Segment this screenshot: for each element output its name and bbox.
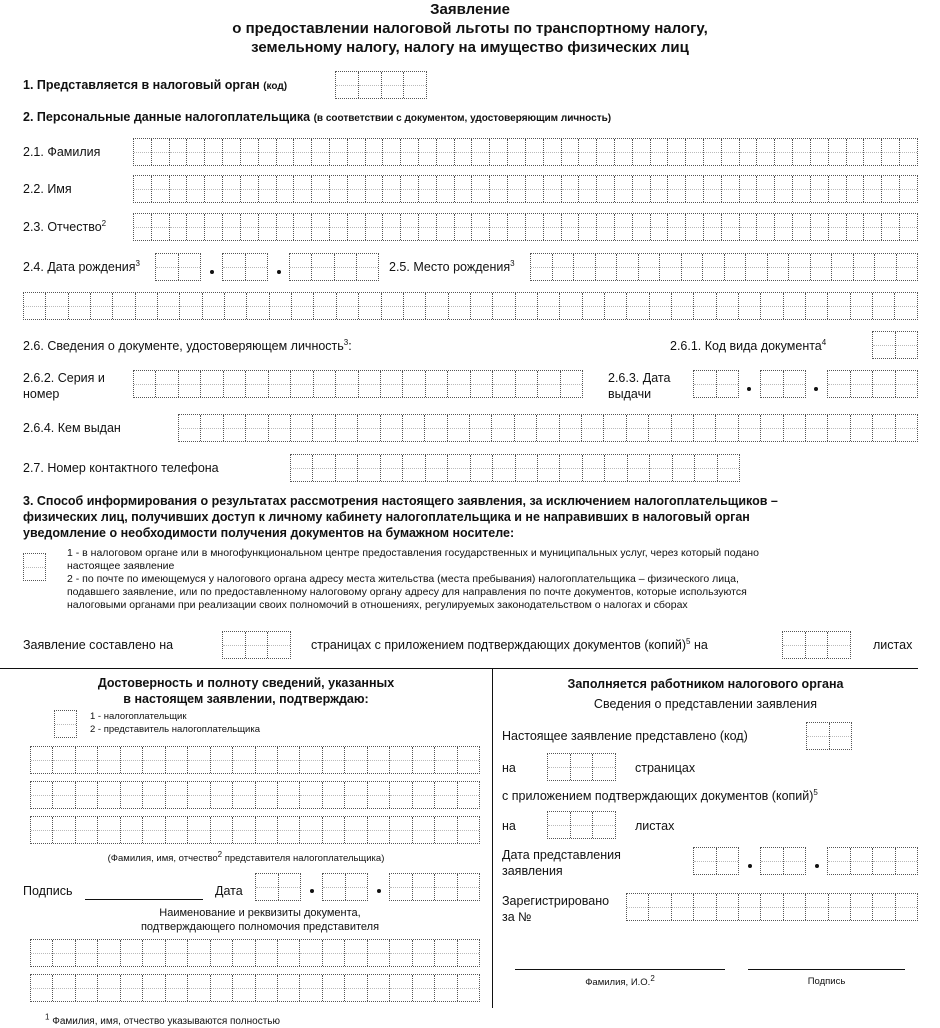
series-number-field[interactable] bbox=[133, 370, 583, 398]
surname-field[interactable] bbox=[133, 138, 918, 166]
confirm-day-field[interactable] bbox=[255, 873, 301, 901]
phone-field[interactable] bbox=[290, 454, 740, 482]
sheets-count-field[interactable] bbox=[782, 631, 851, 659]
officer-sheets-label: листах bbox=[635, 819, 675, 833]
pages-label: Заявление составлено на bbox=[23, 638, 174, 652]
date-label: Дата bbox=[215, 884, 243, 898]
patronymic-label: 2.3. Отчество$^2$ bbox=[23, 218, 107, 234]
issue-month-field[interactable] bbox=[760, 370, 806, 398]
submission-date-label-line2: заявления bbox=[502, 864, 563, 878]
date-separator-dot bbox=[277, 270, 281, 274]
sheets-label: листах bbox=[873, 638, 913, 652]
footnote-1: $^1$ Фамилия, имя, отчество указываются полностью bbox=[45, 1012, 280, 1027]
authority-doc-line1[interactable] bbox=[30, 939, 480, 967]
date-separator-dot bbox=[210, 270, 214, 274]
registered-label: Зарегистрировано bbox=[502, 894, 610, 908]
date-separator-dot bbox=[748, 864, 752, 868]
patronymic-field[interactable] bbox=[133, 213, 918, 241]
confirm-month-field[interactable] bbox=[322, 873, 368, 901]
signature-label: Подпись bbox=[23, 884, 73, 898]
confirm-year-field[interactable] bbox=[389, 873, 480, 901]
birth-place-label: 2.5. Место рождения$^3$ bbox=[389, 258, 515, 274]
officer-sheets-field[interactable] bbox=[547, 811, 616, 839]
officer-signature-caption: Подпись bbox=[807, 976, 846, 987]
on-label-2: на bbox=[502, 819, 516, 833]
date-separator-dot bbox=[814, 387, 818, 391]
issue-date-label-line2: выдачи bbox=[608, 387, 652, 401]
issued-by-label: 2.6.4. Кем выдан bbox=[23, 421, 121, 435]
birth-date-label: 2.4. Дата рождения$^3$ bbox=[23, 258, 140, 274]
date-separator-dot bbox=[747, 387, 751, 391]
confirm-title: Достоверность и полноту сведений, указанных bbox=[97, 676, 395, 690]
officer-fio-caption: Фамилия, И.О.$^2$ bbox=[585, 973, 655, 988]
issue-year-field[interactable] bbox=[827, 370, 918, 398]
submitted-label: Настоящее заявление представлено (код) bbox=[502, 729, 748, 743]
submission-info-subtitle: Сведения о представлении заявления bbox=[593, 697, 818, 711]
notification-method-field[interactable] bbox=[23, 553, 46, 581]
tax-officer-title: Заполняется работником налогового органа bbox=[567, 677, 844, 691]
registration-number-field[interactable] bbox=[626, 893, 918, 921]
series-label-line2: номер bbox=[23, 387, 60, 401]
birth-year-field[interactable] bbox=[289, 253, 379, 281]
signature-line[interactable] bbox=[85, 899, 203, 900]
doc-caption: Наименование и реквизиты документа, подтверждающего полномочия представителя bbox=[140, 907, 380, 933]
section-divider bbox=[0, 668, 918, 669]
fio-caption: (Фамилия, имя, отчество$^2$ представителя налогоплательщика) bbox=[107, 849, 385, 864]
form-title: Заявление bbox=[430, 1, 510, 18]
doc-code-label: 2.6.1. Код вида документа$^4$ bbox=[670, 337, 827, 353]
officer-pages-label: страницах bbox=[635, 761, 696, 775]
confirmer-type-field[interactable] bbox=[54, 710, 77, 738]
attach-label: с приложением подтверждающих документов (копий)$^5$ bbox=[502, 787, 818, 803]
series-label: 2.6.2. Серия и bbox=[23, 371, 105, 385]
submission-year-field[interactable] bbox=[827, 847, 918, 875]
date-separator-dot bbox=[310, 889, 314, 893]
on-label: на bbox=[502, 761, 516, 775]
birth-day-field[interactable] bbox=[155, 253, 201, 281]
officer-fio-line[interactable] bbox=[515, 969, 725, 970]
doc-info-label: 2.6. Сведения о документе, удостоверяющем личность$^3$: bbox=[23, 337, 352, 353]
section-3-label-line3: уведомление о необходимости получения документов на бумажном носителе: bbox=[23, 526, 515, 540]
section-1-label: 1. Представляется в налоговый орган (код) bbox=[23, 78, 288, 92]
confirmer-option-1: 1 - налогоплательщик bbox=[90, 711, 187, 722]
confirm-title-line2: в настоящем заявлении, подтверждаю: bbox=[123, 692, 369, 706]
submission-month-field[interactable] bbox=[760, 847, 806, 875]
issued-by-field[interactable] bbox=[178, 414, 918, 442]
date-separator-dot bbox=[815, 864, 819, 868]
column-divider bbox=[492, 668, 493, 1008]
representative-fio-line2[interactable] bbox=[30, 781, 480, 809]
surname-label: 2.1. Фамилия bbox=[23, 145, 101, 159]
section-3-label: 3. Способ информирования о результатах рассмотрения настоящего заявления, за исключением налогоплательщиков – bbox=[23, 494, 778, 508]
authority-doc-line2[interactable] bbox=[30, 974, 480, 1002]
birth-place-field[interactable] bbox=[530, 253, 918, 281]
issue-date-label: 2.6.3. Дата bbox=[608, 371, 671, 385]
form-title-line2: о предоставлении налоговой льготы по транспортному налогу, bbox=[232, 20, 708, 37]
phone-label: 2.7. Номер контактного телефона bbox=[23, 461, 219, 475]
issue-day-field[interactable] bbox=[693, 370, 739, 398]
registered-label-line2: за № bbox=[502, 910, 532, 924]
date-separator-dot bbox=[377, 889, 381, 893]
form-title-line3: земельному налогу, налогу на имущество физических лиц bbox=[251, 39, 689, 56]
name-label: 2.2. Имя bbox=[23, 182, 72, 196]
confirmer-option-2: 2 - представитель налогоплательщика bbox=[90, 724, 260, 735]
submission-date-label: Дата представления bbox=[502, 848, 621, 862]
birth-place-field-line2[interactable] bbox=[23, 292, 918, 320]
officer-signature-line[interactable] bbox=[748, 969, 905, 970]
representative-fio-line3[interactable] bbox=[30, 816, 480, 844]
section-3-label-line2: физических лиц, получивших доступ к личному кабинету налогоплательщика и не направивших в налоговый орган bbox=[23, 510, 750, 524]
pages-mid-text: страницах с приложением подтверждающих документов (копий)$^5$ на bbox=[311, 636, 708, 652]
section-2-label: 2. Персональные данные налогоплательщика (в соответствии с документом, удостоверяющим личность) bbox=[23, 110, 612, 124]
tax-office-code-field[interactable] bbox=[335, 71, 427, 99]
submitted-code-field[interactable] bbox=[806, 722, 852, 750]
doc-code-field[interactable] bbox=[872, 331, 918, 359]
submission-day-field[interactable] bbox=[693, 847, 739, 875]
pages-count-field[interactable] bbox=[222, 631, 291, 659]
officer-pages-field[interactable] bbox=[547, 753, 616, 781]
representative-fio-line1[interactable] bbox=[30, 746, 480, 774]
option-1-text: 1 - в налоговом органе или в многофункциональном центре предоставления государственных и муниципальных услуг, через который подано настоящее заявление 2 - по почте по имеющемуся у налогового органа адресу места жительства (места пребывания) налогоплательщика – физического лица, подавшего заявление, или по предоставленному налоговому органу адресу для направления по почте документов, которые используются налоговыми органами при реализации своих полномочий в отношениях, регулируемых законодательством о налогах и сборах bbox=[67, 547, 759, 611]
name-field[interactable] bbox=[133, 175, 918, 203]
birth-month-field[interactable] bbox=[222, 253, 268, 281]
